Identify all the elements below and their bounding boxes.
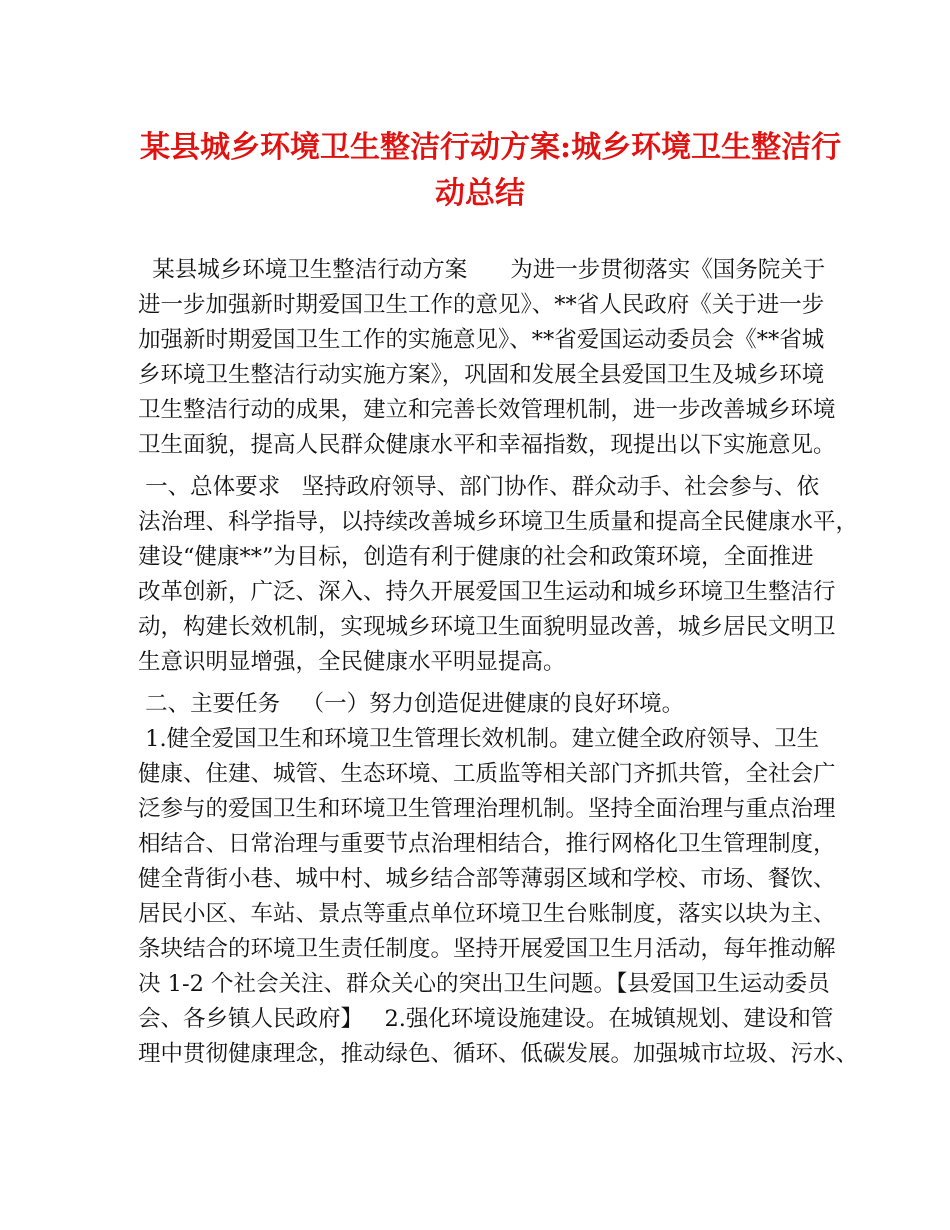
- body-line: 健全背街小巷、城中村、城乡结合部等薄弱区域和学校、市场、餐饮、: [138, 866, 836, 892]
- body-line: 泛参与的爱国卫生和环境卫生管理治理机制。坚持全面治理与重点治理: [138, 796, 836, 822]
- body-line: 居民小区、车站、景点等重点单位环境卫生台账制度，落实以块为主、: [138, 901, 836, 927]
- body-line: 条块结合的环境卫生责任制度。坚持开展爱国卫生月活动，每年推动解: [138, 936, 836, 962]
- body-line: 改革创新，广泛、深入、持久开展爱国卫生运动和城乡环境卫生整洁行: [138, 579, 836, 605]
- document-title-line-2: 动总结: [435, 176, 525, 211]
- body-line: 生意识明显增强，全民健康水平明显提高。: [138, 649, 566, 675]
- body-line: 建设“健康**”为目标，创造有利于健康的社会和政策环境，全面推进: [138, 544, 814, 570]
- body-line: 健康、住建、城管、生态环境、工质监等相关部门齐抓共管，全社会广: [138, 761, 836, 787]
- body-line: 卫生整洁行动的成果，建立和完善长效管理机制，进一步改善城乡环境: [138, 397, 836, 423]
- body-line: 会、各乡镇人民政府】 2.强化环境设施建设。在城镇规划、建设和管: [138, 1006, 834, 1032]
- body-line: 某县城乡环境卫生整洁行动方案 为进一步贯彻落实《国务院关于: [138, 257, 826, 283]
- body-line: 卫生面貌，提高人民群众健康水平和幸福指数，现提出以下实施意见。: [138, 432, 836, 458]
- body-line: 决 1-2 个社会关注、群众关心的突出卫生问题。【县爱国卫生运动委员: [138, 971, 830, 997]
- body-line: 相结合、日常治理与重要节点治理相结合，推行网格化卫生管理制度，: [138, 831, 836, 857]
- body-line: 加强新时期爱国卫生工作的实施意见》、**省爱国运动委员会《**省城: [138, 327, 825, 353]
- document-title-line-1: 某县城乡环境卫生整洁行动方案:城乡环境卫生整洁行: [140, 130, 842, 165]
- body-line: 乡环境卫生整洁行动实施方案》，巩固和发展全县爱国卫生及城乡环境: [138, 362, 825, 388]
- body-line: 二、主要任务 （一）努力创造促进健康的良好环境。: [138, 691, 685, 717]
- body-line: 理中贯彻健康理念，推动绿色、循环、低碳发展。加强城市垃圾、污水、: [138, 1041, 859, 1067]
- body-line: 进一步加强新时期爱国卫生工作的意见》、**省人民政府《关于进一步: [138, 292, 825, 318]
- body-line: 1.健全爱国卫生和环境卫生管理长效机制。建立健全政府领导、卫生: [138, 726, 820, 752]
- body-line: 法治理、科学指导，以持续改善城乡环境卫生质量和提高全民健康水平，: [138, 509, 859, 535]
- body-line: 一、总体要求 坚持政府领导、部门协作、群众动手、社会参与、依: [138, 474, 820, 500]
- body-line: 动，构建长效机制，实现城乡环境卫生面貌明显改善，城乡居民文明卫: [138, 614, 836, 640]
